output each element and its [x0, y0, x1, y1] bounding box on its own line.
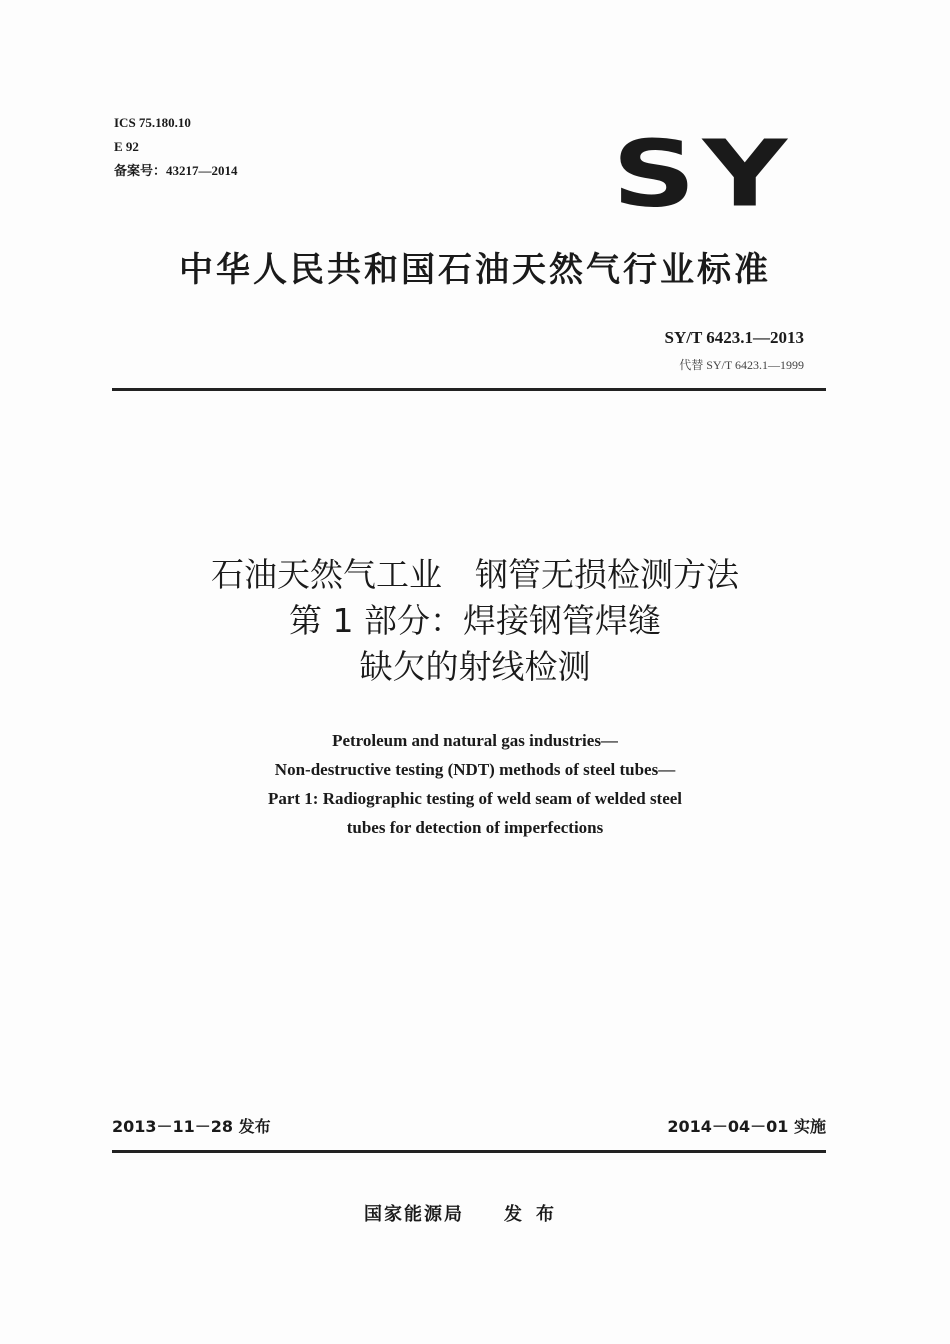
standard-title: 中华人民共和国石油天然气行业标准 — [179, 250, 771, 290]
sy-logo: SY — [612, 120, 794, 228]
english-title-line-2: Non-destructive testing (NDT) methods of steel tubes— — [274, 760, 676, 779]
chinese-title-line-2: 第 1 部分：焊接钢管焊缝 — [289, 601, 661, 640]
issue-date: 2013－11－28 发布 — [112, 1117, 271, 1136]
chinese-title-line-3: 缺欠的射线检测 — [359, 647, 591, 686]
replaces-note: 代替 SY/T 6423.1—1999 — [679, 358, 804, 372]
publisher-name: 国家能源局 — [364, 1204, 464, 1225]
standard-code: SY/T 6423.1—2013 — [664, 328, 804, 347]
effective-date: 2014－04－01 实施 — [667, 1117, 826, 1136]
chinese-title-line-1: 石油天然气工业 钢管无损检测方法 — [211, 555, 739, 594]
bottom-divider — [112, 1150, 826, 1153]
record-number: 备案号：43217—2014 — [114, 163, 238, 178]
chinese-title — [0, 552, 950, 690]
publisher-line — [364, 1200, 568, 1226]
ics-number: ICS 75.180.10 — [114, 115, 191, 130]
classification-block — [114, 111, 238, 183]
category-code: E 92 — [114, 139, 139, 154]
english-title-line-1: Petroleum and natural gas industries— — [332, 731, 618, 750]
english-title-line-4: tubes for detection of imperfections — [346, 818, 604, 837]
top-divider — [112, 388, 826, 391]
english-title-line-3: Part 1: Radiographic testing of weld seam of welded steel — [267, 789, 683, 808]
publisher-action: 发布 — [504, 1204, 568, 1225]
english-title — [0, 726, 950, 842]
